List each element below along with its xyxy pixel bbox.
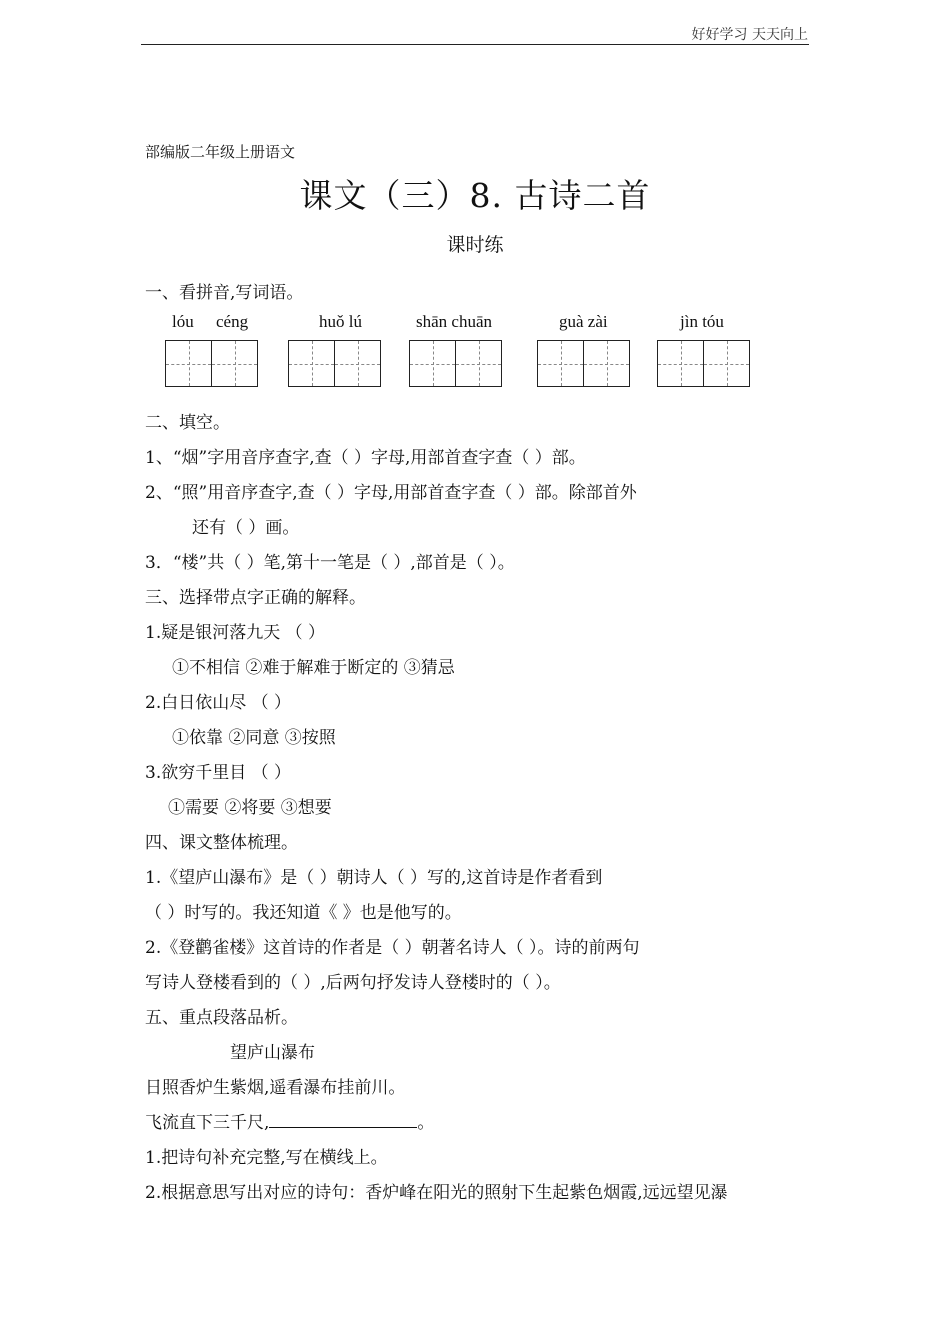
writing-cell[interactable] bbox=[456, 340, 502, 387]
writing-boxes-3[interactable] bbox=[409, 340, 502, 387]
writing-cell[interactable] bbox=[335, 340, 381, 387]
pinyin-5: jìn tóu bbox=[680, 312, 724, 331]
poem-line-2-end: 。 bbox=[417, 1113, 435, 1133]
fill-question-2-cont: 还有（ ）画。 bbox=[192, 518, 300, 538]
writing-boxes-5[interactable] bbox=[657, 340, 750, 387]
section4-heading: 四、课文整体梳理。 bbox=[145, 833, 298, 853]
choice-question-3: 3.欲穷千里目 （ ） bbox=[145, 763, 292, 783]
writing-boxes-1[interactable] bbox=[165, 340, 258, 387]
writing-cell[interactable] bbox=[537, 340, 584, 387]
fill-question-3: 3．“楼”共（ ）笔,第十一笔是（ ）,部首是（ ）。 bbox=[145, 553, 515, 573]
pinyin-1b: céng bbox=[216, 312, 249, 331]
section2-heading: 二、填空。 bbox=[145, 413, 230, 433]
poem-line-1: 日照香炉生紫烟,遥看瀑布挂前川。 bbox=[145, 1078, 406, 1098]
section3-heading: 三、选择带点字正确的解释。 bbox=[145, 588, 366, 608]
writing-cell[interactable] bbox=[212, 340, 258, 387]
choice-question-1: 1.疑是银河落九天 （ ） bbox=[145, 623, 326, 643]
writing-boxes-2[interactable] bbox=[288, 340, 381, 387]
choice-options-2: ①依靠 ②同意 ③按照 bbox=[172, 728, 336, 748]
choice-options-1: ①不相信 ②难于解难于断定的 ③猜忌 bbox=[172, 658, 455, 678]
pinyin-2: huǒ lú bbox=[319, 312, 362, 331]
answer-blank[interactable] bbox=[269, 1111, 417, 1128]
section5-heading: 五、重点段落品析。 bbox=[145, 1008, 298, 1028]
review-question-1-cont: （ ）时写的。我还知道《 》也是他写的。 bbox=[145, 903, 462, 923]
pinyin-3: shān chuān bbox=[416, 312, 493, 331]
writing-cell[interactable] bbox=[584, 340, 630, 387]
pinyin-4: guà zài bbox=[559, 312, 608, 331]
review-question-2: 2.《登鹳雀楼》这首诗的作者是（ ）朝著名诗人（ ）。诗的前两句 bbox=[145, 938, 640, 958]
page-title: 课文（三）8. 古诗二首 bbox=[299, 176, 651, 215]
analysis-question-1: 1.把诗句补充完整,写在横线上。 bbox=[145, 1148, 388, 1168]
header-divider bbox=[141, 44, 809, 45]
pinyin-1a: lóu bbox=[172, 312, 194, 331]
subject-label: 部编版二年级上册语文 bbox=[145, 143, 296, 161]
section1-heading: 一、看拼音,写词语。 bbox=[145, 283, 304, 303]
writing-cell[interactable] bbox=[288, 340, 335, 387]
review-question-1: 1.《望庐山瀑布》是（ ）朝诗人（ ）写的,这首诗是作者看到 bbox=[145, 868, 603, 888]
poem-title: 望庐山瀑布 bbox=[230, 1043, 315, 1063]
fill-question-2: 2、“照”用音序查字,查（ ）字母,用部首查字查（ ）部。除部首外 bbox=[145, 483, 637, 503]
writing-cell[interactable] bbox=[704, 340, 750, 387]
choice-options-3: ①需要 ②将要 ③想要 bbox=[168, 798, 332, 818]
fill-question-1: 1、“烟”字用音序查字,查（ ）字母,用部首查字查（ ）部。 bbox=[145, 448, 586, 468]
writing-cell[interactable] bbox=[409, 340, 456, 387]
poem-line-2-start: 飞流直下三千尺, bbox=[145, 1113, 270, 1133]
poem-line-2 bbox=[145, 1108, 434, 1133]
writing-cell[interactable] bbox=[657, 340, 704, 387]
writing-boxes-4[interactable] bbox=[537, 340, 630, 387]
review-question-2-cont: 写诗人登楼看到的（ ）,后两句抒发诗人登楼时的（ ）。 bbox=[145, 973, 561, 993]
choice-question-2: 2.白日依山尽 （ ） bbox=[145, 693, 292, 713]
writing-cell[interactable] bbox=[165, 340, 212, 387]
page-subtitle: 课时练 bbox=[446, 234, 504, 256]
header-slogan: 好好学习 天天向上 bbox=[691, 27, 808, 43]
analysis-question-2: 2.根据意思写出对应的诗句：香炉峰在阳光的照射下生起紫色烟霞,远远望见瀑 bbox=[145, 1183, 728, 1203]
